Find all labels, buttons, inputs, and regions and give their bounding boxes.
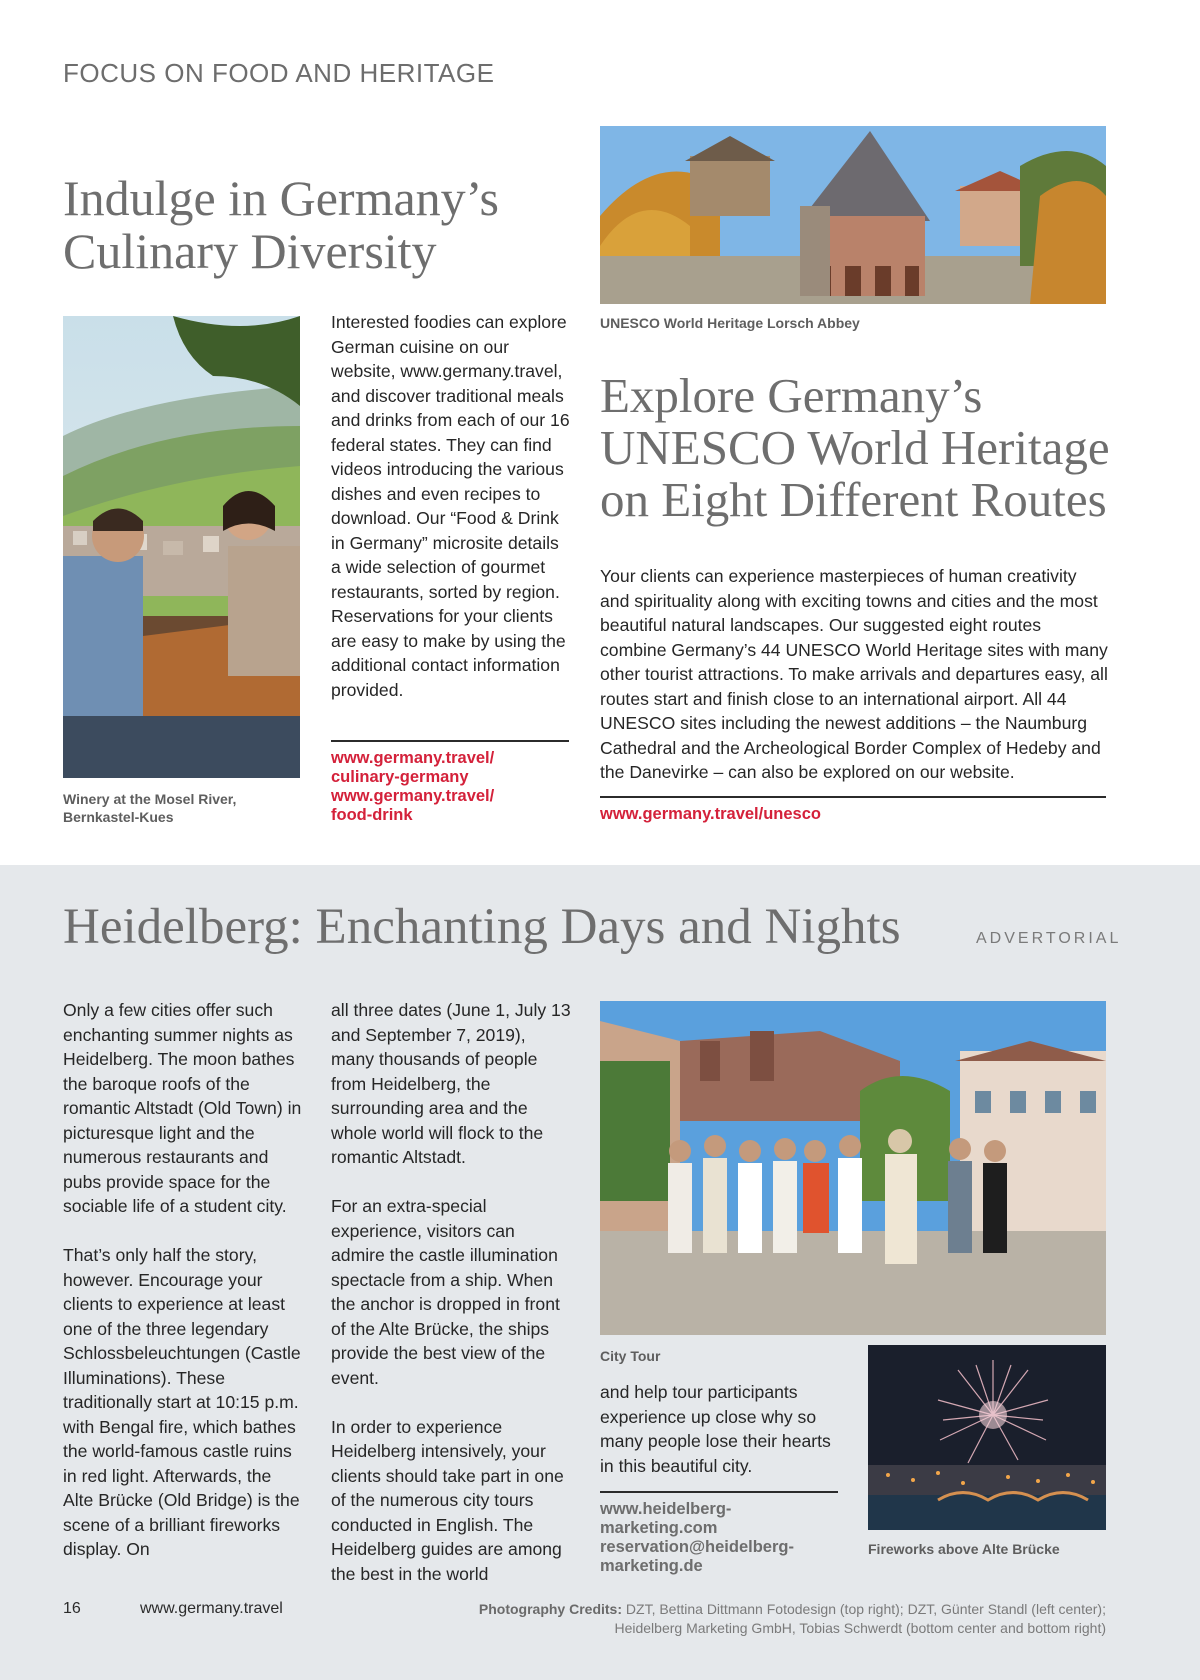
culinary-body: Interested foodies can explore German cuisine on our website, www.germany.travel, and discover traditional meals and drinks from each of our 16 federal states. They can find videos introducing the various dishes and even recipes to download. Our “Food & Drink in Germany” microsite details a wide selection of gourmet restaurants, sorted by region. Reservations for your clients are easy to make by using the additional contact information provided. bbox=[331, 312, 570, 700]
culinary-headline bbox=[63, 172, 523, 278]
unesco-body: Your clients can experience masterpieces of human creativity and spirituality along with exciting towns and cities and the most beautiful natural landscapes. Our suggested eight routes combine Germany’s 44 UNESCO World Heritage sites with many other tourist attractions. To make arrivals and departures easy, all routes start and finish close to an international airport. All 44 UNESCO sites including the newest additions – the Naumburg Cathedral and the Archeological Border Complex of Hedeby and the Danevirke – can also be explored on our website. bbox=[600, 566, 1108, 782]
winery-caption-line1: Winery at the Mosel River, bbox=[63, 791, 237, 807]
section-kicker: FOCUS ON FOOD AND HERITAGE bbox=[63, 58, 495, 88]
lorsch-caption: UNESCO World Heritage Lorsch Abbey bbox=[600, 315, 860, 331]
culinary-headline-line2: Culinary Diversity bbox=[63, 223, 437, 279]
footer-url[interactable]: www.germany.travel bbox=[140, 1600, 283, 1617]
heidelberg-col1-p2: That’s only half the story, however. Encourage your clients to experience at least one of the three legendary Schlossbeleuchtungen (Castle Illuminations). These traditionally start at 10:15 p.m. with Bengal fire, which bathes the world-famous castle ruins in red light. Afterwards, the Alte Brücke (Old Bridge) is the scene of a brilliant fireworks display. On bbox=[63, 1245, 301, 1559]
lorsch-abbey-photo bbox=[600, 126, 1106, 304]
winery-caption-line2: Bernkastel-Kues bbox=[63, 809, 174, 825]
fireworks-caption: Fireworks above Alte Brücke bbox=[868, 1541, 1060, 1557]
heidelberg-divider bbox=[600, 1491, 838, 1493]
reservation-email-line1: reservation@heidelberg- bbox=[600, 1538, 794, 1556]
heidelberg-col3: and help tour participants experience up close why so many people lose their hearts in this beautiful city. bbox=[600, 1382, 831, 1476]
heidelberg-marketing-link[interactable]: www.heidelberg-marketing.com bbox=[600, 1500, 732, 1537]
unesco-headline bbox=[600, 370, 1120, 526]
unesco-headline-line3: on Eight Different Routes bbox=[600, 471, 1107, 527]
heidelberg-links bbox=[600, 1500, 845, 1576]
unesco-link[interactable]: www.germany.travel/unesco bbox=[600, 805, 821, 823]
culinary-headline-line1: Indulge in Germany’s bbox=[63, 170, 500, 226]
winery-caption bbox=[63, 790, 300, 826]
unesco-headline-line2: UNESCO World Heritage bbox=[600, 419, 1110, 475]
fireworks-photo bbox=[868, 1345, 1106, 1530]
advertorial-label: ADVERTORIAL bbox=[976, 930, 1122, 947]
unesco-divider bbox=[600, 796, 1106, 798]
city-tour-caption: City Tour bbox=[600, 1348, 661, 1364]
heidelberg-col2-p2: For an extra-special experience, visitors can admire the castle illumination spectacle from a ship. When the anchor is dropped in front of the Alte Brücke, the ships provide the best view of the event. bbox=[331, 1196, 560, 1388]
culinary-link-line1: www.germany.travel/ bbox=[331, 749, 495, 767]
heidelberg-col1-p1: Only a few cities offer such enchanting summer nights as Heidelberg. The moon bathes the baroque roofs of the romantic Altstadt (Old Town) in picturesque light and the numerous restaurants and pubs provide space for the sociable life of a student city. bbox=[63, 1000, 302, 1216]
photo-credits-text: DZT, Bettina Dittmann Fotodesign (top right); DZT, Günter Standl (left center); Heidelberg Marketing GmbH, Tobias Schwerdt (bottom center and bottom right) bbox=[614, 1601, 1106, 1636]
heidelberg-headline: Heidelberg: Enchanting Days and Nights bbox=[63, 899, 901, 955]
culinary-link-line2: culinary-germany bbox=[331, 768, 469, 786]
culinary-divider bbox=[331, 740, 569, 742]
food-drink-link-line2: food-drink bbox=[331, 806, 413, 824]
food-drink-link[interactable] bbox=[331, 787, 571, 825]
culinary-link[interactable] bbox=[331, 749, 571, 787]
winery-photo bbox=[63, 316, 300, 778]
city-tour-photo bbox=[600, 1001, 1106, 1335]
culinary-links bbox=[331, 749, 571, 825]
heidelberg-col1 bbox=[63, 998, 303, 1562]
photo-credits bbox=[430, 1600, 1106, 1638]
unesco-headline-line1: Explore Germany’s bbox=[600, 368, 983, 423]
page-number: 16 bbox=[63, 1600, 81, 1617]
reservation-email-link[interactable] bbox=[600, 1538, 845, 1576]
heidelberg-col2-p3: In order to experience Heidelberg intensively, your clients should take part in one of the numerous city tours conducted in English. The Heidelberg guides are among the best in the world bbox=[331, 1416, 564, 1584]
photo-credits-label: Photography Credits: bbox=[478, 1601, 623, 1617]
reservation-email-line2: marketing.de bbox=[600, 1557, 703, 1575]
food-drink-link-line1: www.germany.travel/ bbox=[331, 787, 495, 805]
heidelberg-col2-p1: all three dates (June 1, July 13 and September 7, 2019), many thousands of people from Heidelberg, the surrounding area and the whole world will flock to the romantic Altstadt. bbox=[331, 1000, 571, 1167]
heidelberg-col2 bbox=[331, 998, 571, 1586]
